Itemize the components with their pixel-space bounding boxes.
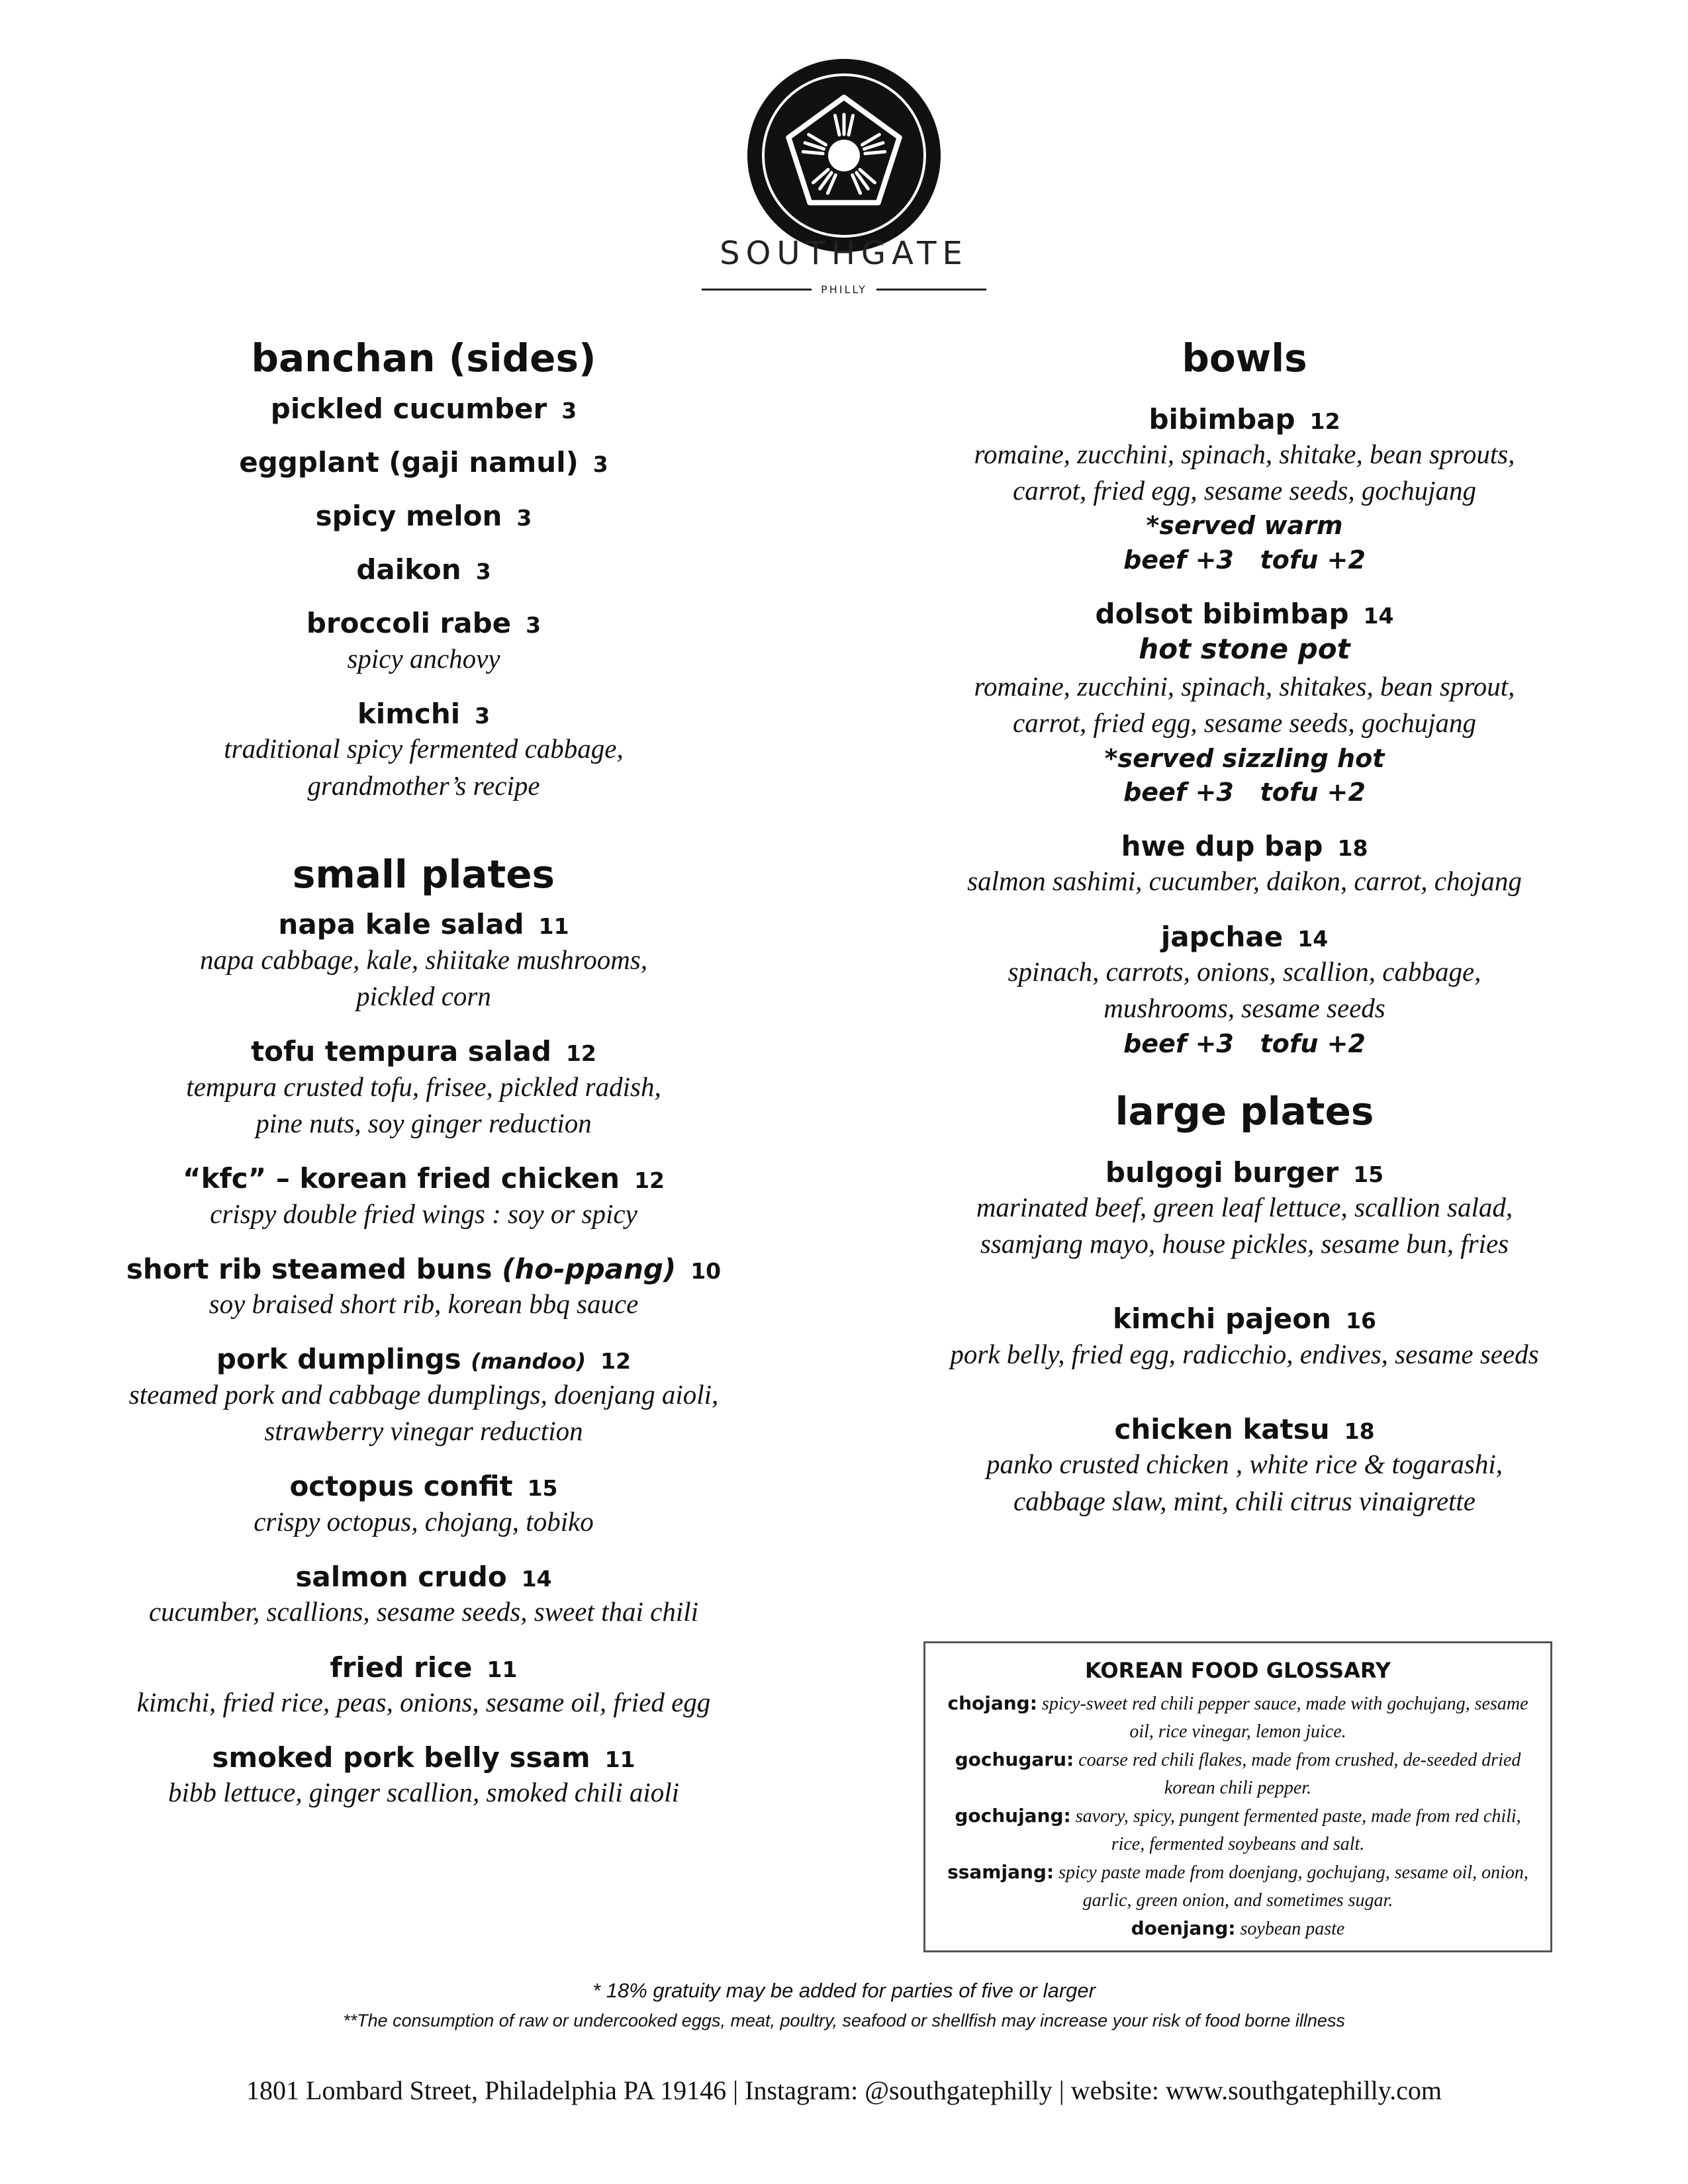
glossary-entry [945, 1858, 1530, 1915]
item-name: short rib steamed buns [126, 1252, 502, 1285]
item-description: crispy octopus, chojang, tobiko [254, 1506, 594, 1537]
item-name: hwe dup bap [1121, 830, 1323, 863]
item-name: pickled cucumber [270, 392, 547, 425]
item-name: spicy melon [315, 499, 502, 532]
item-price: 12 [565, 1040, 596, 1067]
section-title: large plates [1115, 1089, 1374, 1134]
glossary-definition: coarse red chili flakes, made from crushed, de-seeded dried korean chili pepper. [1074, 1750, 1521, 1798]
item-description: spinach, carrots, onions, scallion, cabbage, [1008, 956, 1481, 987]
item-price: 12 [1309, 408, 1340, 434]
menu-item [53, 1342, 794, 1449]
item-price: 3 [592, 451, 608, 477]
glossary-term: ssamjang: [947, 1861, 1055, 1883]
section-bowls [867, 334, 1622, 1061]
item-name: dolsot bibimbap [1095, 598, 1349, 631]
menu-item [53, 445, 794, 479]
menu-item [53, 1252, 794, 1323]
glossary-term: gochugaru: [955, 1749, 1074, 1770]
brand-name: SOUTHGATE [720, 235, 968, 272]
item-description: cucumber, scallions, sesame seeds, sweet thai chili [148, 1596, 699, 1627]
item-name-korean: (mandoo) [471, 1349, 586, 1375]
item-price: 11 [604, 1747, 635, 1773]
address-footer: 1801 Lombard Street, Philadelphia PA 19146 | Instagram: @southgatephilly | website: www.southgatephilly.com [246, 2075, 1442, 2105]
item-description: spicy anchovy [347, 643, 500, 674]
menu-item [867, 402, 1622, 578]
item-note: *served sizzling hot [1104, 743, 1385, 773]
menu-item [53, 606, 794, 677]
brand-city: PHILLY [821, 283, 867, 296]
left-column [53, 334, 794, 1831]
menu-item [53, 1161, 794, 1232]
item-description: panko crusted chicken , white rice & togarashi, [986, 1449, 1503, 1480]
menu-item [53, 553, 794, 586]
item-description: pickled corn [356, 981, 491, 1012]
item-description: mushrooms, sesame seeds [1103, 993, 1385, 1024]
item-name: salmon crudo [295, 1560, 507, 1593]
item-price: 18 [1344, 1418, 1375, 1445]
glossary-definition: spicy-sweet red chili pepper sauce, made with gochujang, sesame oil, rice vinegar, lemon juice. [1037, 1694, 1528, 1742]
item-price: 11 [538, 913, 569, 940]
item-name: octopus confit [289, 1470, 513, 1503]
section-title: banchan (sides) [251, 336, 596, 381]
item-price: 14 [521, 1565, 552, 1592]
section-title: bowls [1182, 336, 1307, 381]
menu-item [53, 1560, 794, 1631]
menu-item [53, 1469, 794, 1540]
menu-item [53, 392, 794, 426]
menu-item [53, 697, 794, 804]
item-name: pork dumplings [216, 1343, 471, 1376]
item-price: 14 [1297, 925, 1329, 952]
brand-rule-right [876, 289, 986, 291]
menu-item [53, 499, 794, 533]
item-description: kimchi, fried rice, peas, onions, sesame oil, fried egg [136, 1686, 711, 1717]
item-description: marinated beef, green leaf lettuce, scallion salad, [976, 1191, 1513, 1222]
item-price: 11 [487, 1656, 518, 1682]
item-name: napa kale salad [278, 908, 524, 941]
item-description: bibb lettuce, ginger scallion, smoked chili aioli [167, 1777, 680, 1808]
item-subtitle: hot stone pot [1139, 633, 1350, 666]
item-price: 12 [634, 1167, 665, 1194]
item-description: carrot, fried egg, sesame seeds, gochujang [1013, 475, 1476, 506]
item-note: *served warm [1146, 511, 1343, 541]
item-price: 3 [526, 612, 541, 639]
item-name: broccoli rabe [306, 607, 512, 640]
glossary-entry [945, 1690, 1530, 1746]
item-description: strawberry vinegar reduction [264, 1416, 583, 1447]
glossary-entry [945, 1746, 1530, 1802]
section-banchan [53, 334, 794, 804]
menu-item [867, 1412, 1622, 1520]
item-name: kimchi pajeon [1113, 1302, 1331, 1336]
gratuity-note: * 18% gratuity may be added for parties of five or larger [592, 1979, 1096, 2002]
menu-item [867, 597, 1622, 809]
item-price: 15 [1353, 1161, 1384, 1187]
item-description: steamed pork and cabbage dumplings, doenjang aioli, [128, 1379, 719, 1410]
menu-item [53, 1651, 794, 1721]
glossary-term: gochujang: [955, 1805, 1071, 1827]
item-description: crispy double fried wings : soy or spicy [210, 1198, 637, 1229]
item-description: pine nuts, soy ginger reduction [256, 1107, 592, 1138]
glossary-term: doenjang: [1131, 1917, 1236, 1939]
item-description: soy braised short rib, korean bbq sauce [209, 1289, 639, 1320]
item-price: 3 [516, 504, 532, 531]
glossary-title: KOREAN FOOD GLOSSARY [1085, 1658, 1391, 1683]
item-name: japchae [1160, 920, 1284, 953]
glossary-entry [945, 1915, 1530, 1943]
section-title: small plates [292, 851, 555, 897]
menu-item [53, 1741, 794, 1811]
item-description: napa cabbage, kale, shiitake mushrooms, [199, 944, 648, 975]
glossary-definition: spicy paste made from doenjang, gochujang, sesame oil, onion, garlic, green onion, and sometimes sugar. [1054, 1862, 1528, 1911]
section-large-plates [867, 1087, 1622, 1520]
brand-subtitle [702, 279, 986, 299]
item-addons: beef +3 tofu +2 [1123, 1028, 1366, 1058]
menu-item [53, 907, 794, 1015]
item-name: chicken katsu [1114, 1413, 1330, 1446]
item-price: 14 [1363, 603, 1394, 629]
right-column [867, 334, 1622, 1539]
southgate-logo-icon [745, 56, 943, 255]
item-name-korean: (ho-ppang) [502, 1252, 677, 1285]
item-addons: beef +3 tofu +2 [1123, 777, 1366, 807]
item-name: fried rice [330, 1651, 473, 1684]
footnotes [0, 1976, 1688, 2035]
raw-food-warning: **The consumption of raw or undercooked eggs, meat, poultry, seafood or shellfish may increase your risk of food borne illness [343, 2010, 1345, 2030]
item-description: cabbage slaw, mint, chili citrus vinaigrette [1013, 1485, 1476, 1516]
item-description: traditional spicy fermented cabbage, [224, 733, 624, 764]
item-name: eggplant (gaji namul) [239, 445, 579, 478]
menu-item [867, 1156, 1622, 1263]
glossary-entry [945, 1802, 1530, 1858]
item-description: ssamjang mayo, house pickles, sesame bun, fries [980, 1228, 1509, 1259]
item-description: romaine, zucchini, spinach, shitake, bean sprouts, [974, 438, 1515, 469]
glossary-definition: soybean paste [1235, 1919, 1345, 1939]
item-name: “kfc” – korean fried chicken [182, 1162, 620, 1195]
glossary-term: chojang: [947, 1692, 1037, 1714]
item-price: 3 [475, 703, 491, 729]
item-price: 3 [561, 397, 577, 424]
item-name: bibimbap [1149, 402, 1295, 435]
item-name: smoked pork belly ssam [212, 1741, 590, 1774]
brand-rule-left [702, 289, 812, 291]
glossary-definition: savory, spicy, pungent fermented paste, made from red chili, rice, fermented soybeans and salt. [1070, 1806, 1521, 1854]
item-description: carrot, fried egg, sesame seeds, gochujang [1013, 707, 1476, 739]
item-price: 10 [690, 1257, 722, 1284]
item-price: 18 [1337, 835, 1368, 862]
item-description: romaine, zucchini, spinach, shitakes, bean sprout, [974, 670, 1515, 702]
menu-item [867, 1302, 1622, 1373]
item-price: 16 [1346, 1308, 1376, 1334]
item-name: tofu tempura salad [251, 1035, 551, 1068]
item-description: salmon sashimi, cucumber, daikon, carrot, chojang [967, 866, 1522, 897]
item-description: pork belly, fried egg, radicchio, endives, sesame seeds [950, 1338, 1539, 1369]
item-name: bulgogi burger [1105, 1156, 1339, 1189]
section-small-plates [53, 850, 794, 1811]
item-name: kimchi [357, 698, 461, 731]
item-name: daikon [356, 553, 461, 586]
item-description: tempura crusted tofu, frisee, pickled radish, [186, 1071, 661, 1102]
glossary-box [923, 1641, 1552, 1952]
item-price: 15 [527, 1475, 558, 1502]
menu-item [867, 920, 1622, 1061]
menu-item [867, 829, 1622, 900]
item-price: 3 [475, 559, 491, 585]
menu-item [53, 1034, 794, 1142]
item-price: 12 [600, 1348, 632, 1375]
item-addons: beef +3 tofu +2 [1123, 545, 1366, 574]
item-description: grandmother’s recipe [307, 770, 540, 801]
